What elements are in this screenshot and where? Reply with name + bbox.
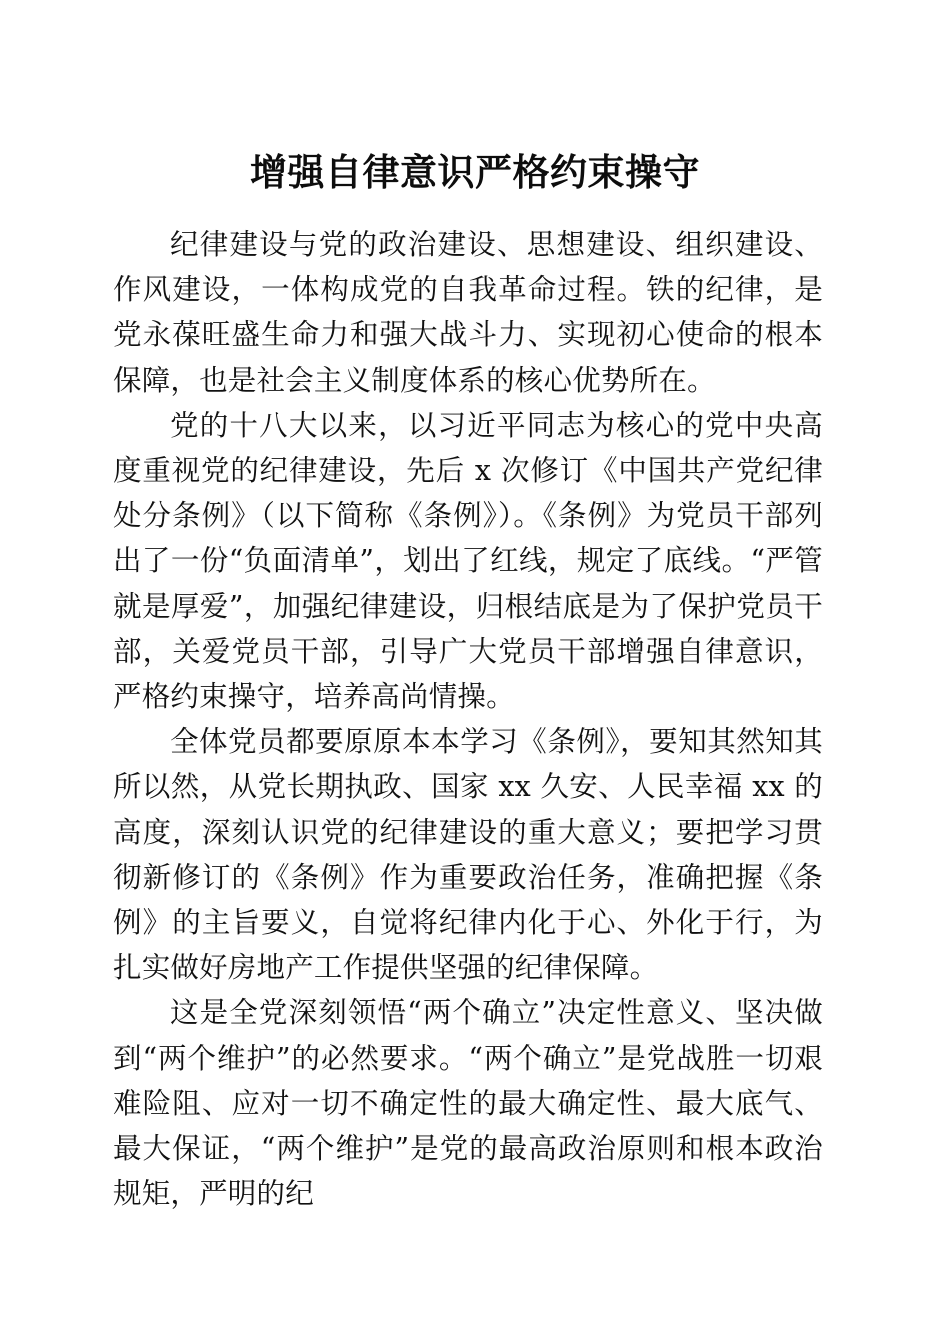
- body-paragraph-2: 党的十八大以来，以习近平同志为核心的党中央高度重视党的纪律建设，先后 x 次修订《中国共产党纪律处分条例》（以下简称《条例》）。《条例》为党员干部列出了一份“负面清单”，划出了红线，规定了底线。“严管就是厚爱”，加强纪律建设，归根结底是为了保护党员干部，关爱党员干部，引导广大党员干部增强自律意识，严格约束操守，培养高尚情操。: [113, 408, 823, 714]
- body-paragraph-1: 纪律建设与党的政治建设、思想建设、组织建设、作风建设，一体构成党的自我革命过程。铁的纪律，是党永葆旺盛生命力和强大战斗力、实现初心使命的根本保障，也是社会主义制度体系的核心优势所在。: [113, 228, 823, 397]
- page-title: 增强自律意识严格约束操守: [250, 149, 700, 194]
- body-paragraph-4: 这是全党深刻领悟“两个确立”决定性意义、坚决做到“两个维护”的必然要求。“两个确立”是党战胜一切艰难险阻、应对一切不确定性的最大确定性、最大底气、最大保证，“两个维护”是党的最高政治原则和根本政治规矩，严明的纪: [113, 996, 823, 1211]
- document-body: [113, 222, 823, 1216]
- body-paragraph-3: 全体党员都要原原本本学习《条例》，要知其然知其所以然，从党长期执政、国家 xx 久安、人民幸福 xx 的高度，深刻认识党的纪律建设的重大意义；要把学习贯彻新修订的《条例》作为重要政治任务，准确把握《条例》的主旨要义，自觉将纪律内化于心、外化于行，为扎实做好房地产工作提供坚强的纪律保障。: [113, 725, 823, 985]
